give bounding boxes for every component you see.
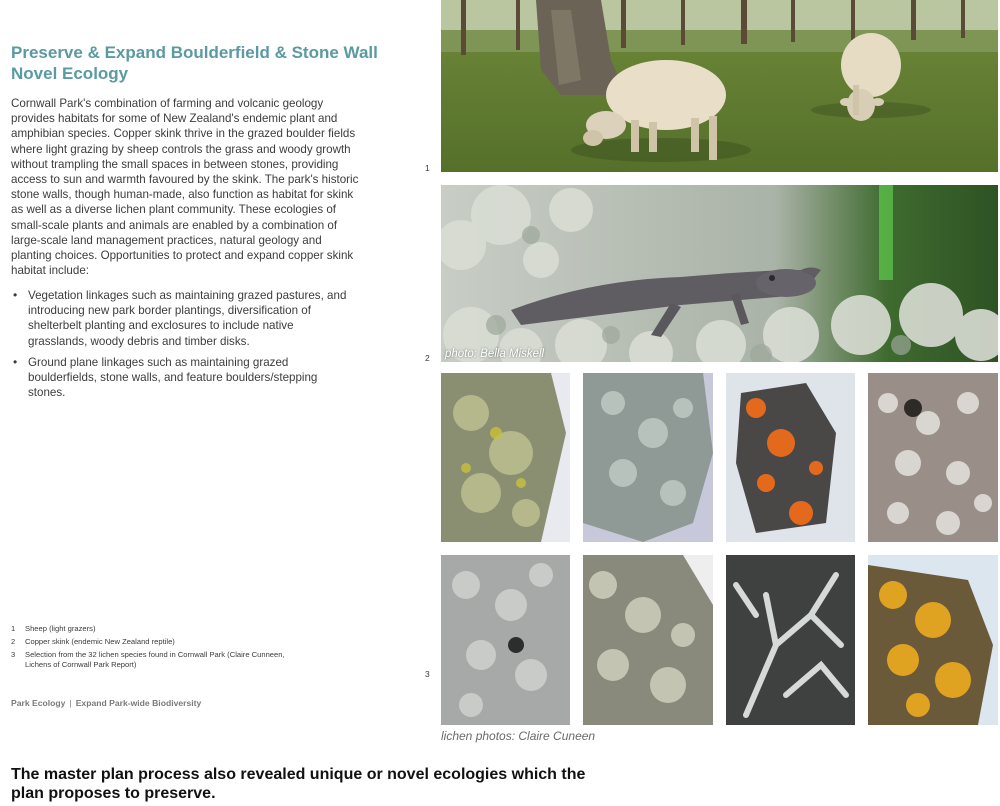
lichen-photo-3 bbox=[726, 373, 855, 542]
caption-text: Copper skink (endemic New Zealand reptile) bbox=[25, 637, 175, 646]
lichen-photo-1 bbox=[441, 373, 570, 542]
caption-text: Selection from the 32 lichen species found in Cornwall Park (Claire Cunneen, Lichens of Cornwall Park Report) bbox=[25, 650, 285, 669]
list-item-text: Ground plane linkages such as maintaining grazed boulderfields, stone walls, and feature boulders/stepping stones. bbox=[28, 355, 318, 400]
caption-number: 1 bbox=[11, 624, 16, 633]
caption-item bbox=[11, 624, 311, 634]
lichen-photo-8 bbox=[868, 555, 998, 725]
footer-left: Park Ecology bbox=[11, 698, 66, 708]
body-paragraph: Cornwall Park's combination of farming and volcanic geology provides habitats for some of New Zealand's endemic plant and amphibian species. Copper skink thrive in the grazed boulder fields where light grazing by sheep controls the grass and woody growth without trampling the small spaces in between stones, providing access to sun and warmth favoured by the skink. The park's historic stone walls, though human-made, also function as habitat for skink as well as a diverse lichen plant community. These ecologies of small-scale plants and animals are enabled by a combination of large-scale land management practices, natural geology and planting choices. Opportunities to protect and expand copper skink habitat include: bbox=[11, 97, 359, 278]
sheep-photo bbox=[441, 0, 998, 172]
lichen-photo-5 bbox=[441, 555, 570, 725]
footer-separator: | bbox=[69, 698, 72, 708]
footer-section-label bbox=[11, 698, 201, 708]
bullet-icon: • bbox=[13, 354, 18, 369]
lichen-photo-6 bbox=[583, 555, 713, 725]
list-item bbox=[11, 355, 356, 401]
opportunities-list bbox=[11, 288, 356, 406]
caption-text: Sheep (light grazers) bbox=[25, 624, 96, 633]
caption-number: 2 bbox=[11, 637, 16, 646]
figure-number-2: 2 bbox=[425, 353, 430, 363]
caption-item bbox=[11, 650, 311, 670]
figure-captions bbox=[11, 624, 311, 673]
list-item bbox=[11, 288, 356, 349]
lichen-photo-7 bbox=[726, 555, 855, 725]
skink-photo bbox=[441, 185, 998, 362]
bottom-statement: The master plan process also revealed unique or novel ecologies which the plan proposes to preserve. bbox=[11, 766, 586, 802]
lichen-photo-2 bbox=[583, 373, 713, 542]
figure-number-3: 3 bbox=[425, 669, 430, 679]
caption-item bbox=[11, 637, 311, 647]
list-item-text: Vegetation linkages such as maintaining grazed pastures, and introducing new park border plantings, diversification of shelterbelt planting and exclosures to include native grasslands, woody debris and timber disks. bbox=[28, 289, 347, 348]
page-title: Preserve & Expand Boulderfield & Stone Wall Novel Ecology bbox=[11, 43, 378, 83]
lichen-photo-credit: lichen photos: Claire Cuneen bbox=[441, 729, 596, 743]
skink-photo-credit: photo: Bella Miskell bbox=[445, 348, 545, 360]
footer-right: Expand Park-wide Biodiversity bbox=[75, 698, 202, 708]
figure-number-1: 1 bbox=[425, 163, 430, 173]
caption-number: 3 bbox=[11, 650, 16, 659]
bullet-icon: • bbox=[13, 288, 18, 302]
lichen-photo-4 bbox=[868, 373, 998, 542]
